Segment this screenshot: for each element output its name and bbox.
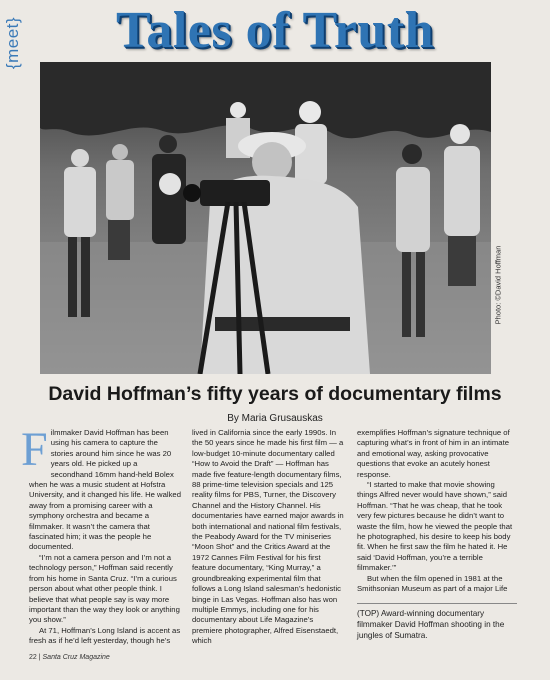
section-tag: {meet}: [3, 16, 22, 70]
page-number: 22: [29, 654, 37, 661]
paragraph: Filmmaker David Hoffman has been using his camera to capture the stories around him since he was 20 years old. He picked up a secondhand 16mm hand-held Bolex when he was a music student at Hofstra University, and it changed his life. He walked away from a promising career with a symphony orchestra and became a filmmaker. It wasn’t the camera that fascinated him; it was the people he documented.: [21, 423, 181, 552]
column-1: [21, 423, 181, 647]
photo-illustration: [40, 62, 491, 374]
column-2: [192, 428, 344, 647]
paragraph: lived in California since the early 1990s. In the 50 years since he made his first film — a low-budget 10-minute documentary called “How to Avoid the Draft” — Hoffman has made five feature-length documentary films, 88 prime-time television specials and 125 reality films for PBS, Turner, the Discovery Channel and the History Channel. His documentaries have earned major awards in both international and national film festivals, the Peabody Award for the TV miniseries “Moon Shot” and the Critics Award at the 1972 Cannes Film Festival for his first feature documentary, “King Murray,” a groundbreaking experimental film that follows a Long Island salesman’s hedonistic binge in Las Vegas. Hoffman also has won multiple Emmys, including one for his documentary about Life Magazine’s premiere photographer, Alfred Eisenstaedt, which: [192, 428, 344, 646]
photo-caption: (TOP) Award-winning documentary filmmaker David Hoffman shooting in the jungles of Sumatra.: [357, 603, 517, 641]
photo-credit: Photo: ©David Hoffman: [493, 245, 503, 325]
magazine-name: Santa Cruz Magazine: [42, 654, 110, 661]
article-title: David Hoffman’s fifty years of documentary films: [48, 383, 502, 405]
paragraph: But when the film opened in 1981 at the Smithsonian Museum as part of a major Life: [357, 573, 508, 594]
paragraph: At 71, Hoffman’s Long Island is accent as fresh as if he’d left yesterday, though he’s: [29, 625, 181, 646]
paragraph: “I started to make that movie showing things Alfred never would have shown,” said Hoffman. “That he was cheap, that he took very few pictures because he didn’t want to waste the film, how he viewed the people that he photographed, his desire to keep his body fit. When he first saw the film he hated it. He said ‘David Hoffman, you’re a terrible filmmaker.’”: [357, 480, 513, 573]
feature-photo: [40, 62, 491, 374]
drop-cap: F: [21, 423, 48, 476]
byline: By Maria Grusauskas: [227, 413, 323, 424]
paragraph: exemplifies Hoffman’s signature technique of capturing what’s in front of him in an intimate and emotional way, asking provocative questions that evoke an acutely honest response.: [357, 428, 510, 479]
headline: Tales of Truth: [115, 2, 435, 59]
column-3: [357, 428, 517, 641]
page-footer: 22 | Santa Cruz Magazine: [29, 654, 110, 661]
paragraph: “I’m not a camera person and I’m not a technology person,” Hoffman said recently from his home in Santa Cruz. “I’m a curious person about what other people think. I believe that what people say is way more important than the way they look or anything you show.”: [29, 552, 180, 625]
